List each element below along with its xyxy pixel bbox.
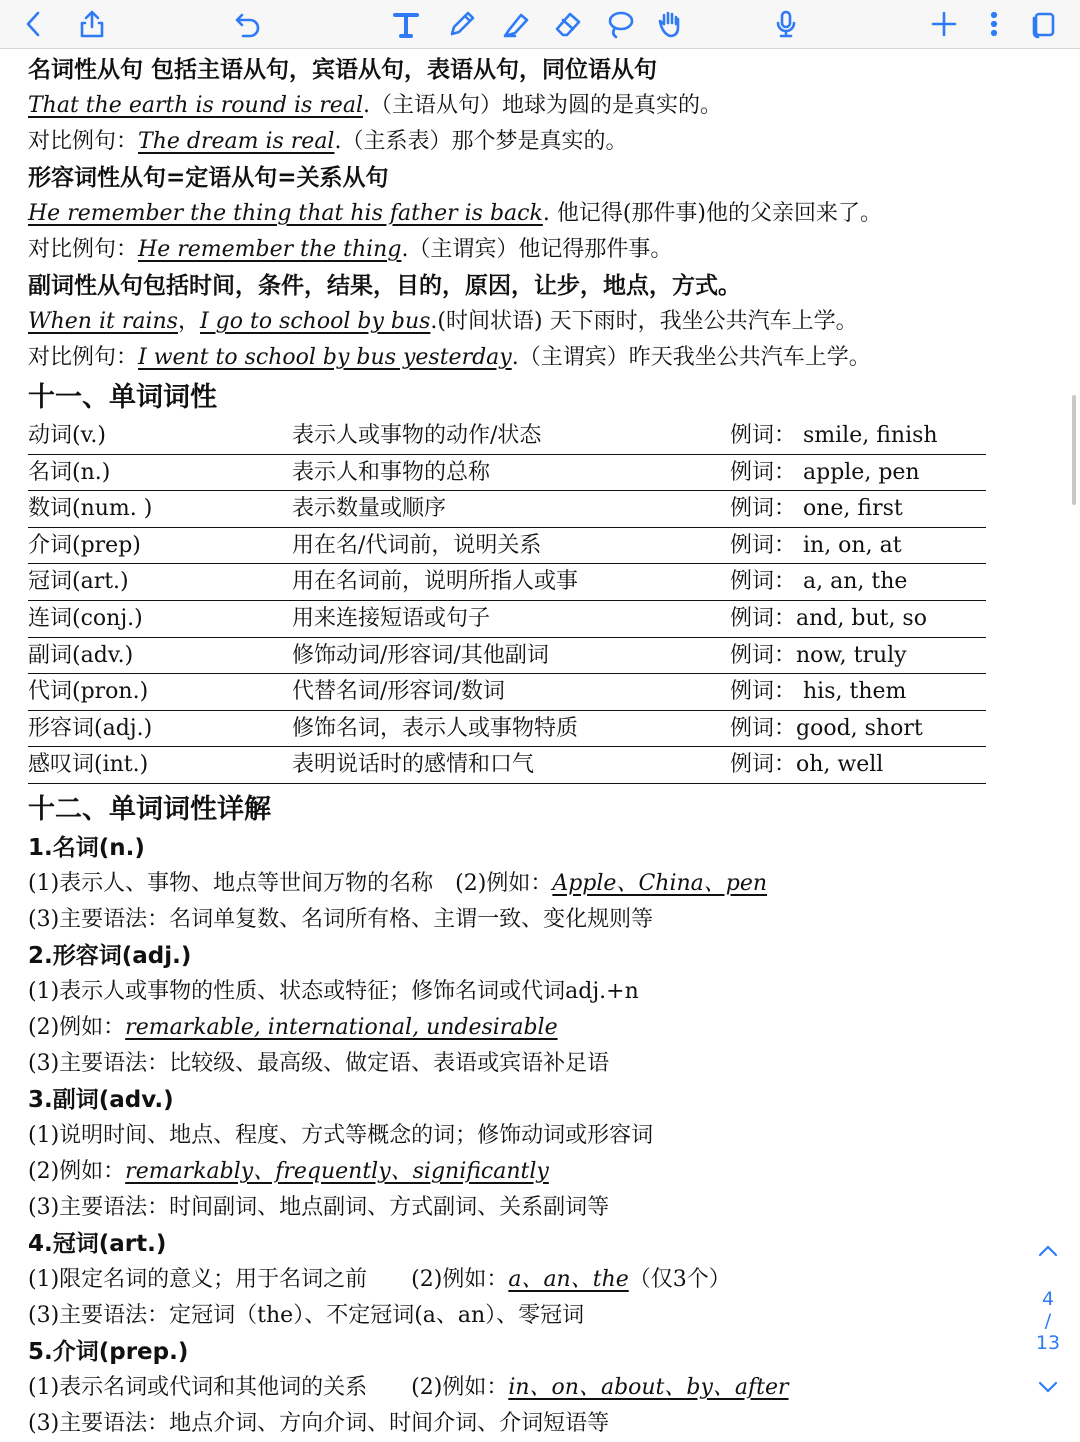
page-up-button[interactable] bbox=[1032, 1240, 1064, 1268]
text-tool-icon[interactable] bbox=[386, 4, 426, 44]
total-pages: 13 bbox=[1035, 1332, 1061, 1354]
note-line: (1)限定名词的意义；用于名词之前 (2)例如：a、an、the（仅3个） bbox=[28, 1266, 731, 1292]
table-row: 副词(adv.) 修饰动词/形容词/其他副词 例词：now, truly bbox=[28, 638, 986, 675]
heading-article: 4.冠词(art.) bbox=[28, 1230, 167, 1257]
chevron-left-icon[interactable] bbox=[14, 4, 54, 44]
toolbar bbox=[0, 0, 1080, 49]
undo-icon[interactable] bbox=[228, 4, 268, 44]
note-line: (1)表示名词或代词和其他词的关系 (2)例如：in、on、about、by、after bbox=[28, 1374, 789, 1400]
heading-adverb-clause: 副词性从句包括时间，条件，结果，目的，原因，让步，地点，方式。 bbox=[28, 273, 741, 299]
chevron-up-icon bbox=[1037, 1240, 1059, 1262]
example-line: When it rains，I go to school by bus.(时间状语) 天下雨时，我坐公共汽车上学。 bbox=[28, 309, 858, 334]
note-line: (1)表示人或事物的性质、状态或特征；修饰名词或代词adj.+n bbox=[28, 978, 639, 1004]
note-line: (1)表示人、事物、地点等世间万物的名称 (2)例如：Apple、China、pen bbox=[28, 870, 768, 896]
eraser-icon[interactable] bbox=[548, 4, 588, 44]
page-separator: / bbox=[1044, 1310, 1052, 1332]
table-row: 介词(prep) 用在名/代词前，说明关系 例词： in, on, at bbox=[28, 528, 986, 565]
chevron-down-icon bbox=[1037, 1376, 1059, 1398]
page-indicator bbox=[1032, 1288, 1064, 1354]
table-row: 名词(n.) 表示人和事物的总称 例词： apple, pen bbox=[28, 455, 986, 492]
compare-line: 对比例句：I went to school by bus yesterday.（主谓宾）昨天我坐公共汽车上学。 bbox=[28, 345, 871, 370]
highlighter-icon[interactable] bbox=[496, 4, 536, 44]
plus-icon[interactable] bbox=[924, 4, 964, 44]
table-row: 冠词(art.) 用在名词前，说明所指人或事 例词： a, an, the bbox=[28, 564, 986, 601]
table-row: 代词(pron.) 代替名词/形容词/数词 例词： his, them bbox=[28, 674, 986, 711]
pages-icon[interactable] bbox=[1024, 4, 1064, 44]
page-down-button[interactable] bbox=[1032, 1376, 1064, 1404]
heading-adjective-clause: 形容词性从句=定语从句=关系从句 bbox=[28, 165, 389, 191]
note-line: (3)主要语法：比较级、最高级、做定语、表语或宾语补足语 bbox=[28, 1050, 610, 1076]
lasso-icon[interactable] bbox=[600, 4, 640, 44]
heading-preposition: 5.介词(prep.) bbox=[28, 1338, 189, 1365]
pos-table bbox=[28, 418, 1028, 784]
more-icon[interactable] bbox=[974, 4, 1014, 44]
note-line: (1)说明时间、地点、程度、方式等概念的词；修饰动词或形容词 bbox=[28, 1122, 654, 1148]
microphone-icon[interactable] bbox=[766, 4, 806, 44]
note-line: (3)主要语法：名词单复数、名词所有格、主谓一致、变化规则等 bbox=[28, 906, 654, 932]
section-title-12: 十二、单词词性详解 bbox=[28, 793, 271, 825]
note-line: (2)例如：remarkable, international, undesirable bbox=[28, 1014, 558, 1040]
example-line: That the earth is round is real.（主语从句）地球为圆的是真实的。 bbox=[28, 93, 722, 118]
compare-line: 对比例句：The dream is real.（主系表）那个梦是真实的。 bbox=[28, 129, 628, 154]
heading-adjective: 2.形容词(adj.) bbox=[28, 942, 192, 969]
table-row: 连词(conj.) 用来连接短语或句子 例词：and, but, so bbox=[28, 601, 986, 638]
compare-line: 对比例句：He remember the thing.（主谓宾）他记得那件事。 bbox=[28, 237, 673, 262]
note-line: (3)主要语法：地点介词、方向介词、时间介词、介词短语等 bbox=[28, 1410, 610, 1436]
note-page bbox=[28, 52, 1028, 1442]
pencil-icon[interactable] bbox=[442, 4, 482, 44]
note-line: (3)主要语法：定冠词（the）、不定冠词(a、an）、零冠词 bbox=[28, 1302, 585, 1328]
heading-adverb: 3.副词(adv.) bbox=[28, 1086, 174, 1113]
scrollbar[interactable] bbox=[1072, 395, 1076, 505]
current-page: 4 bbox=[1041, 1288, 1055, 1310]
table-row: 感叹词(int.) 表明说话时的感情和口气 例词：oh, well bbox=[28, 747, 986, 784]
heading-noun: 1.名词(n.) bbox=[28, 834, 145, 861]
example-line: He remember the thing that his father is back. 他记得(那件事)他的父亲回来了。 bbox=[28, 201, 882, 226]
section-title-11: 十一、单词词性 bbox=[28, 382, 217, 413]
table-row: 形容词(adj.) 修饰名词，表示人或事物特质 例词：good, short bbox=[28, 711, 986, 748]
table-row: 数词(num. ) 表示数量或顺序 例词： one, first bbox=[28, 491, 986, 528]
note-line: (2)例如：remarkably、frequently、significantly bbox=[28, 1158, 549, 1184]
note-line: (3)主要语法：时间副词、地点副词、方式副词、关系副词等 bbox=[28, 1194, 610, 1220]
table-row: 动词(v.) 表示人或事物的动作/状态 例词： smile, finish bbox=[28, 418, 986, 455]
share-icon[interactable] bbox=[72, 4, 112, 44]
hand-icon[interactable] bbox=[650, 4, 690, 44]
heading-noun-clause: 名词性从句 包括主语从句，宾语从句，表语从句，同位语从句 bbox=[28, 57, 658, 83]
